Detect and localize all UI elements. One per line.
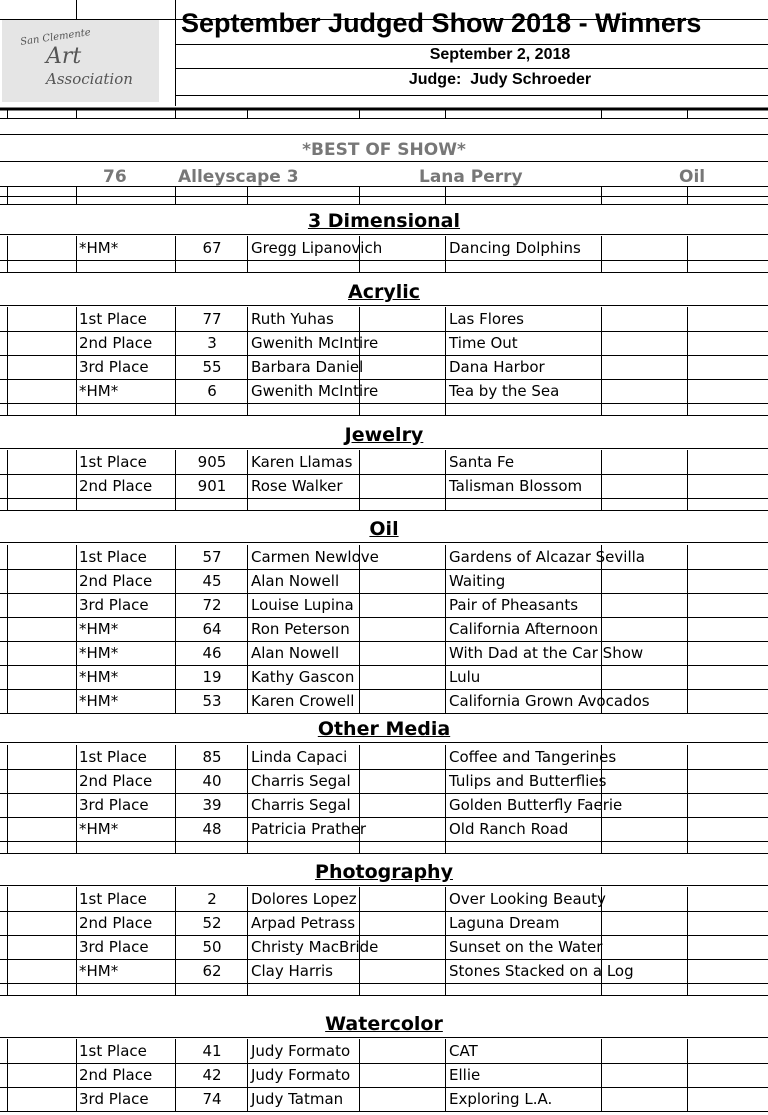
entry-title: Exploring L.A.	[449, 1090, 553, 1108]
entry-artist: Rose Walker	[251, 477, 343, 495]
entry-number: 77	[202, 310, 222, 328]
entry-place: 2nd Place	[79, 334, 153, 352]
entry-number: 40	[202, 772, 222, 790]
category-header: Watercolor	[325, 1013, 443, 1035]
entry-place: 3rd Place	[79, 796, 149, 814]
entry-title: Dancing Dolphins	[449, 239, 581, 257]
association-logo	[2, 20, 159, 102]
entry-number: 64	[202, 620, 222, 638]
entry-artist: Patricia Prather	[251, 820, 367, 838]
logo-text-association: Association	[46, 70, 133, 88]
entry-number: 67	[202, 239, 222, 257]
entry-artist: Kathy Gascon	[251, 668, 355, 686]
entry-number: 48	[202, 820, 222, 838]
entry-number: 6	[207, 382, 217, 400]
entry-title: Golden Butterfly Faerie	[449, 796, 623, 814]
category-header: Jewelry	[344, 424, 424, 446]
entry-number: 85	[202, 748, 222, 766]
category-header: Oil	[369, 518, 399, 540]
entry-place: 2nd Place	[79, 572, 153, 590]
entry-artist: Barbara Daniel	[251, 358, 364, 376]
category-header: Photography	[315, 861, 453, 883]
entry-title: California Grown Avocados	[449, 692, 650, 710]
entry-number: 72	[202, 596, 222, 614]
entry-place: 1st Place	[79, 890, 147, 908]
entry-place: *HM*	[79, 239, 119, 257]
entry-place: 3rd Place	[79, 596, 149, 614]
entry-number: 55	[202, 358, 222, 376]
entry-place: 2nd Place	[79, 1066, 153, 1084]
entry-artist: Judy Tatman	[251, 1090, 344, 1108]
best-of-show-artist: Lana Perry	[419, 167, 523, 187]
entry-artist: Carmen Newlove	[251, 548, 379, 566]
entry-title: Talisman Blossom	[449, 477, 583, 495]
entry-title: Las Flores	[449, 310, 524, 328]
page-title: September Judged Show 2018 - Winners	[181, 8, 702, 38]
entry-artist: Gwenith McIntire	[251, 334, 379, 352]
category-header: Other Media	[317, 718, 451, 740]
entry-title: Laguna Dream	[449, 914, 560, 932]
entry-number: 2	[207, 890, 217, 908]
entry-artist: Gwenith McIntire	[251, 382, 379, 400]
entry-title: Dana Harbor	[449, 358, 545, 376]
entry-title: Pair of Pheasants	[449, 596, 579, 614]
entry-artist: Judy Formato	[251, 1042, 351, 1060]
entry-artist: Ruth Yuhas	[251, 310, 334, 328]
category-header: Acrylic	[347, 281, 420, 303]
entry-place: 1st Place	[79, 748, 147, 766]
entry-place: 1st Place	[79, 310, 147, 328]
entry-artist: Dolores Lopez	[251, 890, 357, 908]
entry-number: 905	[197, 453, 227, 471]
entry-number: 39	[202, 796, 222, 814]
entry-number: 52	[202, 914, 222, 932]
entry-title: Gardens of Alcazar Sevilla	[449, 548, 645, 566]
entry-artist: Alan Nowell	[251, 572, 340, 590]
best-of-show-title: Alleyscape 3	[178, 167, 299, 187]
entry-artist: Karen Crowell	[251, 692, 355, 710]
best-of-show-number: 76	[103, 167, 127, 187]
logo-text-art: Art	[46, 44, 82, 69]
entry-place: 2nd Place	[79, 772, 153, 790]
entry-place: 1st Place	[79, 1042, 147, 1060]
entry-artist: Gregg Lipanovich	[251, 239, 383, 257]
entry-artist: Charris Segal	[251, 796, 351, 814]
entry-title: Lulu	[449, 668, 481, 686]
entry-title: Coffee and Tangerines	[449, 748, 617, 766]
entry-number: 19	[202, 668, 222, 686]
entry-title: Over Looking Beauty	[449, 890, 606, 908]
entry-number: 50	[202, 938, 222, 956]
entry-title: Sunset on the Water	[449, 938, 603, 956]
entry-title: Stones Stacked on a Log	[449, 962, 634, 980]
entry-place: *HM*	[79, 382, 119, 400]
category-header: 3 Dimensional	[307, 210, 461, 232]
entry-title: Ellie	[449, 1066, 481, 1084]
entry-title: Waiting	[449, 572, 506, 590]
entry-number: 46	[202, 644, 222, 662]
entry-artist: Alan Nowell	[251, 644, 340, 662]
entry-artist: Charris Segal	[251, 772, 351, 790]
judge-name: Judge: Judy Schroeder	[408, 71, 592, 88]
entry-place: 3rd Place	[79, 1090, 149, 1108]
entry-place: *HM*	[79, 692, 119, 710]
entry-number: 42	[202, 1066, 222, 1084]
entry-artist: Judy Formato	[251, 1066, 351, 1084]
entry-number: 901	[197, 477, 227, 495]
entry-number: 74	[202, 1090, 222, 1108]
entry-artist: Linda Capaci	[251, 748, 348, 766]
logo-text-top: San Clemente	[19, 27, 92, 48]
entry-title: Old Ranch Road	[449, 820, 569, 838]
entry-title: Santa Fe	[449, 453, 515, 471]
entry-artist: Louise Lupina	[251, 596, 354, 614]
entry-number: 3	[207, 334, 217, 352]
entry-number: 57	[202, 548, 222, 566]
entry-place: 2nd Place	[79, 914, 153, 932]
best-of-show-medium: Oil	[679, 167, 706, 187]
entry-place: *HM*	[79, 820, 119, 838]
entry-title: Time Out	[449, 334, 518, 352]
entry-artist: Arpad Petrass	[251, 914, 356, 932]
entry-title: California Afternoon	[449, 620, 599, 638]
entry-place: 1st Place	[79, 548, 147, 566]
entry-title: CAT	[449, 1042, 478, 1060]
entry-artist: Ron Peterson	[251, 620, 350, 638]
entry-artist: Karen Llamas	[251, 453, 353, 471]
entry-place: *HM*	[79, 644, 119, 662]
entry-place: *HM*	[79, 620, 119, 638]
entry-number: 62	[202, 962, 222, 980]
entry-title: Tea by the Sea	[449, 382, 560, 400]
entry-title: Tulips and Butterflies	[449, 772, 607, 790]
entry-place: *HM*	[79, 962, 119, 980]
show-date: September 2, 2018	[429, 46, 571, 63]
entry-number: 45	[202, 572, 222, 590]
entry-place: 3rd Place	[79, 358, 149, 376]
entry-number: 53	[202, 692, 222, 710]
entry-title: With Dad at the Car Show	[449, 644, 644, 662]
best-of-show-label: *BEST OF SHOW*	[302, 140, 466, 160]
entry-place: 3rd Place	[79, 938, 149, 956]
entry-artist: Clay Harris	[251, 962, 334, 980]
entry-artist: Christy MacBride	[251, 938, 379, 956]
entry-place: 2nd Place	[79, 477, 153, 495]
entry-place: *HM*	[79, 668, 119, 686]
entry-place: 1st Place	[79, 453, 147, 471]
entry-number: 41	[202, 1042, 222, 1060]
